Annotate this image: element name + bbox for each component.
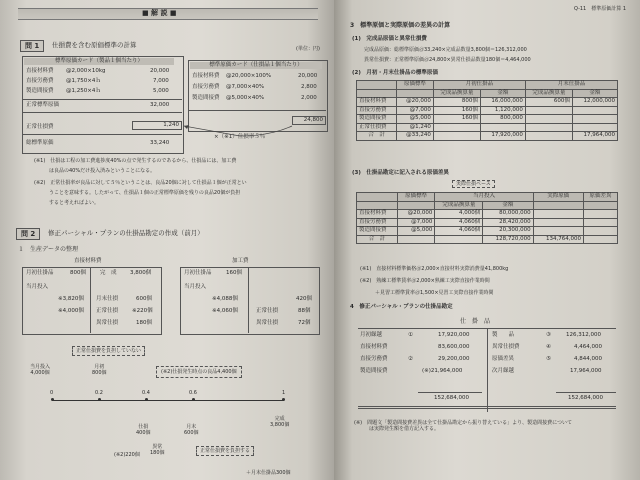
scale-04: 0.4 [142, 390, 150, 396]
s2-sh2: 完成品換算量 [433, 89, 480, 98]
card-a-row-6-value: 33,240 [150, 140, 170, 146]
card-a-rule-2 [22, 112, 182, 113]
scale-1: 1 [282, 390, 286, 396]
conv-r4c4: 88個 [298, 308, 311, 314]
table-row: 直接労務費 @7,000 160個 1,120,000 [357, 106, 618, 115]
card-a-rule-1 [22, 99, 182, 100]
card-b-row-1-value: 20,000 [298, 73, 318, 79]
mat-r4c4: ※220個 [132, 308, 153, 314]
s3-note-2: (※2) 熟練工標準賃率＠2,000×熟練工実際直接作業時間 [360, 278, 490, 284]
timeline-input: 当月投入 4,000個 [30, 364, 51, 376]
total-rule-debit [418, 392, 482, 393]
credit-3-label: 原価差異 [492, 356, 515, 362]
double-rule-2 [358, 408, 616, 409]
credit-4-amount: 17,964,000 [570, 368, 602, 374]
rate-arrow [180, 112, 300, 142]
conv-r5c4: 72個 [298, 320, 311, 326]
s1-line-1: 完成品原価：総標準原価＠33,240×完成品数量3,800個＝126,312,000 [364, 47, 527, 53]
card-a-row-2-value: 7,000 [153, 78, 169, 84]
s2-heading: (2) 月初・月末仕掛品の標準原価 [352, 70, 438, 76]
conv-r5c3: 異常仕損 [256, 320, 279, 326]
mat-r1c2: 800個 [70, 270, 86, 276]
table-row: 正常仕損費 @1,240 [357, 123, 618, 132]
card-a-row-5-value: 1,240 [132, 121, 182, 130]
credit-2-mark: ④ [546, 344, 551, 350]
card-a-row-4-label: 正常標準原価 [26, 102, 60, 108]
card-b-row-2-calc: @7,000×40% [226, 84, 265, 90]
card-a-row-1-label: 直接材料費 [26, 68, 54, 74]
debit-2-label: 直接材料費 [360, 344, 388, 350]
t-account-center [487, 328, 488, 412]
debit-2-amount: 83,600,000 [438, 344, 470, 350]
mat-r3c4: 600個 [136, 296, 152, 302]
timeline-abnormal: 異常 180個 [150, 444, 165, 456]
mat-r2c1: 当月投入 [26, 284, 49, 290]
card-b-row-1-label: 直接材料費 [192, 73, 220, 79]
card-a-row-1-calc: @2,000×10kg [66, 68, 106, 74]
timeline-normal-spoilage: (※2)220個 [114, 452, 140, 458]
debit-1-amount: 17,920,000 [438, 332, 470, 338]
timeline-spoiled: 仕損 400個 [136, 424, 151, 436]
mat-r1c1: 月初仕掛品 [26, 270, 54, 276]
mat-r4c3: 正常仕損 [96, 308, 119, 314]
banner-title: ■ 解 説 ■ [142, 9, 177, 17]
card-b-title: 標準原価カード（仕損品１個当たり） [190, 62, 322, 69]
card-a-row-3-calc: @1,250×4ｈ [66, 88, 101, 94]
total-rule-credit [556, 392, 616, 393]
scale-0: 0 [50, 390, 54, 396]
s2-h0 [357, 81, 397, 90]
unit-note: (単位：円) [296, 46, 320, 52]
table-row: 製造間接費 @5,000 4,060個 20,300,000 [357, 227, 618, 236]
spoilage-bubble: (※2)仕損発生時点の良品4,400個 [156, 366, 242, 378]
conv-r3c2: ※4,088個 [212, 296, 238, 302]
card-a-row-2-calc: @1,750×4ｈ [66, 78, 101, 84]
table-row: 直接労務費 @7,000 4,060個 28,420,000 [357, 218, 618, 227]
running-head: Q-11 標準原価計算 1 [574, 6, 627, 12]
card-a-row-2-label: 直接労務費 [26, 78, 54, 84]
mat-r3c3: 月末仕損 [96, 296, 119, 302]
credit-1-amount: 126,312,000 [566, 332, 601, 338]
tick-1 [282, 398, 285, 401]
card-b-rule [188, 110, 326, 111]
card-b-row-2-label: 直接労務費 [192, 84, 220, 90]
right-page [334, 0, 640, 480]
credit-1-label: 製 品 [492, 332, 515, 338]
card-b-row-3-calc: @5,000×40% [226, 95, 265, 101]
double-rule-1 [358, 406, 616, 407]
scale-02: 0.2 [95, 390, 103, 396]
debit-4-label: 製造間接費 [360, 368, 388, 374]
mat-r3c2: ※3,820個 [58, 296, 84, 302]
credit-2-amount: 4,464,000 [574, 344, 602, 350]
conv-r4c2: ※4,060個 [212, 308, 238, 314]
debit-4-amount: (※)21,964,000 [422, 368, 463, 374]
s3-callout: 実際仕損ベース [452, 180, 495, 188]
card-a-row-3-label: 製造間接費 [26, 88, 54, 94]
card-b-row-1-calc: @20,000×100% [226, 73, 272, 79]
debit-3-label: 直接労務費 [360, 356, 388, 362]
card-a-row-3-value: 5,000 [153, 88, 169, 94]
s2-h4: 月末仕掛品 [525, 81, 617, 90]
s4-footnote: (※) 問題文「製造間接費差異は全て仕掛品勘定から振り替えている」より、製造間接費について は実際発生額を借方記入する。 [354, 420, 572, 432]
s3-note-3: ＋見習工標準賃率＠1,500×見習工実際直接作業時間 [360, 290, 494, 296]
conv-r3c4: 420個 [296, 296, 312, 302]
debit-3-amount: 29,200,000 [438, 356, 470, 362]
card-b-row-3-value: 2,000 [301, 95, 317, 101]
table-row: 合 計 128,720,000 134,764,000 [357, 235, 618, 244]
mat-r5c3: 異常仕損 [96, 320, 119, 326]
table-row: 直接材料費 @20,000 800個 16,000,000 600個 12,000,000 [357, 98, 618, 107]
scale-06: 0.6 [189, 390, 197, 396]
s3-note-1: (※1) 直接材料標準価格＠2,000×直接材料実際消費量41,800kg [360, 266, 509, 272]
credit-4-label: 次月繰越 [492, 368, 515, 374]
s2-sh5: 金額 [572, 89, 617, 98]
s2-sh3: 金額 [480, 89, 525, 98]
credit-3-amount: 4,844,000 [574, 356, 602, 362]
timeline-note-bottom: 正常仕損費を負担する [196, 446, 254, 456]
table-row: 直接材料費 @20,000 4,000個 80,000,000 [357, 210, 618, 219]
total-credit: 152,684,000 [568, 395, 603, 401]
q1-note-1: (※1) 仕損は工程の加工費進捗度40%の点で発生するのであるから、仕損品には、加工費 [34, 158, 237, 164]
conv-r2c1: 当月投入 [184, 284, 207, 290]
mat-r5c4: 180個 [136, 320, 152, 326]
timeline-axis [52, 400, 284, 401]
timeline-opening: 月初 800個 [92, 364, 107, 376]
tick-02 [98, 398, 101, 401]
q1-title: 仕損費を含む原価標準の計算 [52, 41, 137, 49]
wip-standard-table [356, 80, 618, 141]
debit-1-mark: ① [408, 332, 413, 338]
card-a-row-5-label: 正常仕損費 [26, 124, 54, 130]
s2-h2: 月初仕掛品 [433, 81, 525, 90]
mat-r1c3: 完 成 [100, 270, 117, 276]
card-a-row-1-value: 20,000 [150, 68, 170, 74]
s2-sh4: 完成品換算量 [525, 89, 572, 98]
q2-sub: １ 生産データの整理 [18, 246, 79, 253]
q2-badge: 問 2 [16, 228, 40, 240]
table-row: 製造間接費 @5,000 160個 800,000 [357, 115, 618, 124]
table-row: 合 計 @33,240 17,920,000 17,964,000 [357, 132, 618, 141]
account-title: 仕 掛 品 [460, 318, 491, 325]
conv-r1c2: 160個 [226, 270, 242, 276]
q1-badge: 問 1 [20, 40, 44, 52]
conversion-caption: 加工費 [232, 258, 249, 264]
q2-title: 修正パーシャル・プランの仕掛品勘定の作成（前月） [48, 229, 204, 237]
right-title: 3 標準原価と実際原価の差異の計算 [350, 22, 451, 29]
mat-r4c2: ※4,000個 [58, 308, 84, 314]
variance-table: 原価標準 当月投入 実際原価 原価差異 完成品換算量 金額 直接材料費 @20,000 4,000個 80,000,000 直接労務費 @7,000 4,060個 28,420,000 製造間接費 @5,000 4,060個 20,300,000 合 計 128,720,000 134,764,000 [356, 192, 618, 244]
conv-r1c1: 月初仕掛品 [184, 270, 212, 276]
mat-r1c4: 3,800個 [130, 270, 152, 276]
credit-2-label: 異常仕損費 [492, 344, 520, 350]
card-a-rule-3 [22, 134, 182, 135]
material-caption: 直接材料費 [74, 258, 102, 264]
timeline-footer: ＋月末仕掛品300個 [246, 470, 291, 476]
conversion-divider [248, 267, 249, 333]
debit-3-mark: ② [408, 356, 413, 362]
tick-06 [192, 398, 195, 401]
s3-heading: (3) 仕掛品勘定に記入される原価差異 [352, 170, 449, 176]
q1-note-5: すると考えればよい。 [34, 200, 100, 206]
total-debit: 152,684,000 [434, 395, 469, 401]
conv-r4c3: 正常仕損 [256, 308, 279, 314]
debit-1-label: 月初繰越 [360, 332, 383, 338]
q1-note-3: (※2) 正常仕損率が良品に対して５％ということは、良品20個に対して仕損品１個が正常とい [34, 180, 247, 186]
card-b-row-2-value: 2,800 [301, 84, 317, 90]
card-b-total: 24,800 [292, 116, 326, 125]
credit-1-mark: ③ [546, 332, 551, 338]
q1-note-4: うことを意味する。したがって、仕損品１個の正常標準原価を残りの良品20個が負担 [34, 190, 241, 196]
material-divider [90, 267, 91, 333]
s4-heading: 4 修正パーシャル・プランの仕掛品勘定 [350, 304, 453, 310]
s1-heading: (1) 完成品原価と異常仕損費 [352, 36, 427, 42]
timeline-ending: 月末 600個 [184, 424, 199, 436]
card-a-row-6-label: 総標準原価 [26, 140, 54, 146]
timeline-note-top: 正常仕損費を負担していない [72, 346, 145, 356]
card-b-row-3-label: 製造間接費 [192, 95, 220, 101]
card-a-row-4-value: 32,000 [150, 102, 170, 108]
credit-3-mark: ⑤ [546, 356, 551, 362]
q1-note-2: は良品の40%だけ投入済みということになる。 [34, 168, 156, 174]
timeline-completed: 完成 3,800個 [270, 416, 290, 428]
s2-h1: 原価標準 [397, 81, 434, 90]
tick-0 [51, 398, 54, 401]
tick-04 [145, 398, 148, 401]
card-a-title: 標準原価カード（製品１個当たり） [24, 58, 174, 65]
s1-line-2: 異常仕損費：正常標準原価＠24,800×異常仕損品数量180個＝4,464,000 [364, 57, 531, 63]
spoilage-rate-note: ×（※1）仕損率５％ [214, 134, 266, 140]
